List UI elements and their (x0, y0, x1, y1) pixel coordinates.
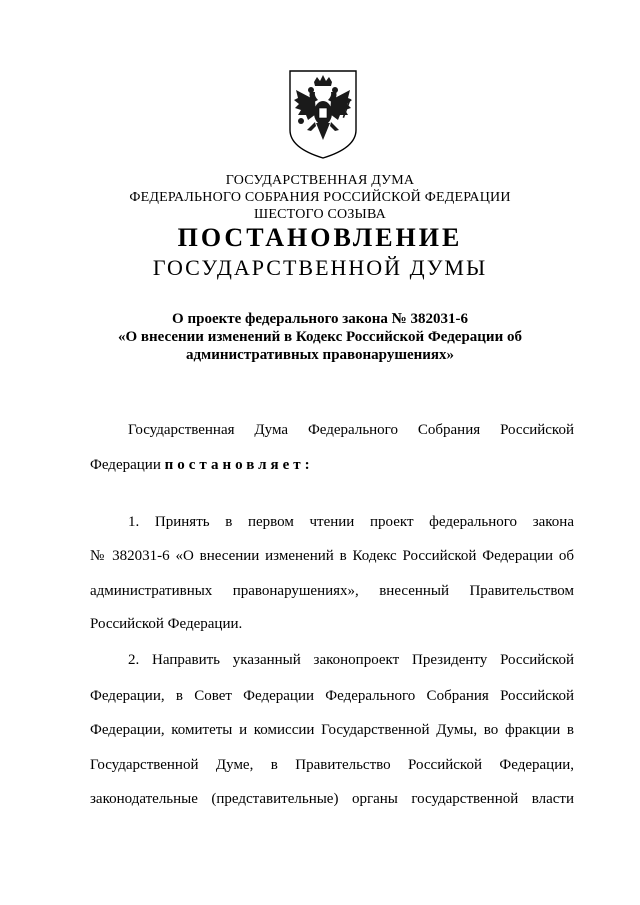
item2-line2: Федерации, в Совет Федерации Федерального Собрания Российской (90, 688, 574, 704)
item2-line1: 2. Направить указанный законопроект Президенту Российской (128, 652, 574, 668)
decree-word: постановляет: (164, 457, 314, 473)
preamble-line1: Государственная Дума Федерального Собрания Российской (128, 422, 574, 438)
document-subtitle: ГОСУДАРСТВЕННОЙ ДУМЫ (152, 255, 488, 280)
item1-line4: Российской Федерации. (90, 616, 243, 632)
item1-line1: 1. Принять в первом чтении проект федерального закона (128, 514, 574, 530)
subject-line3: административных правонарушениях» (185, 347, 455, 363)
state-emblem-icon (288, 68, 358, 160)
preamble-line2 (90, 455, 574, 475)
document-title: ПОСТАНОВЛЕНИЕ (177, 223, 463, 252)
item1-line3: административных правонарушениях», внесенный Правительством (90, 583, 574, 599)
subject-line2: «О внесении изменений в Кодекс Российской Федерации об (118, 329, 522, 345)
item1-line2: № 382031-6 «О внесении изменений в Кодекс Российской Федерации об (90, 548, 574, 564)
preamble-text: Федерации (90, 457, 161, 473)
item2-line5: законодательные (представительные) органы государственной власти (90, 791, 574, 807)
item2-line3: Федерации, комитеты и комиссии Государственной Думы, во фракции в (90, 722, 574, 738)
header-convocation: ШЕСТОГО СОЗЫВА (254, 207, 386, 222)
header-org-line1: ГОСУДАРСТВЕННАЯ ДУМА (225, 173, 415, 188)
subject-line1: О проекте федерального закона № 382031-6 (172, 311, 468, 327)
header-org-line2: ФЕДЕРАЛЬНОГО СОБРАНИЯ РОССИЙСКОЙ ФЕДЕРАЦИИ (129, 190, 511, 205)
item2-line4: Государственной Думе, в Правительство Российской Федерации, (90, 757, 574, 773)
